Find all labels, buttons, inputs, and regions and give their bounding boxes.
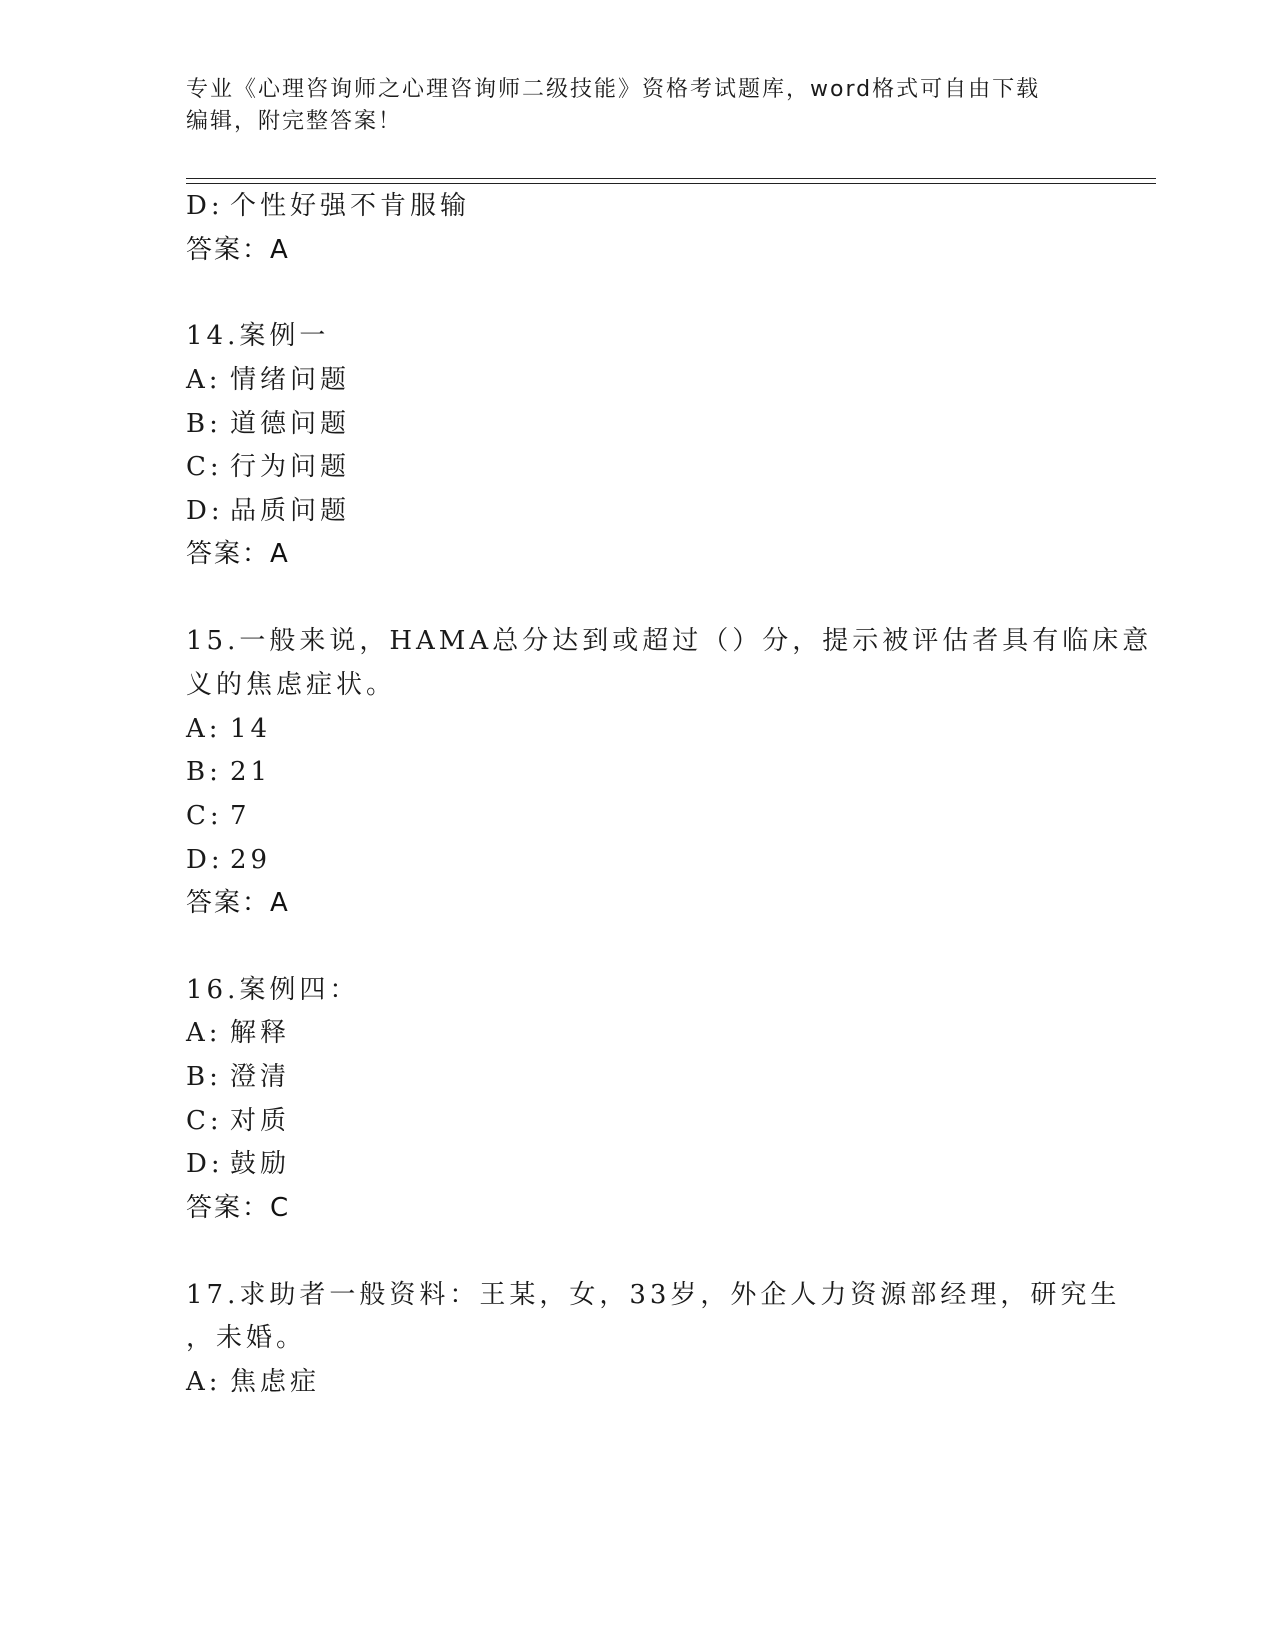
- option-text: 道德问题: [230, 409, 351, 439]
- option-key: D:: [186, 845, 224, 875]
- question-17-title-line-1: 17.求助者一般资料：王某，女，33岁，外企人力资源部经理，研究生: [186, 1280, 1121, 1310]
- fragment-option-d: [186, 190, 470, 222]
- header-line-1: 专业《心理咨询师之心理咨询师二级技能》资格考试题库，word格式可自由下载: [186, 77, 1041, 102]
- option-key: D:: [186, 191, 224, 221]
- option-text: 21: [230, 757, 272, 787]
- header-divider-bottom: [186, 183, 1156, 184]
- question-15-title-line-1: 15.一般来说，HAMA总分达到或超过（）分，提示被评估者具有临床意: [186, 626, 1153, 656]
- option-key: A:: [186, 714, 222, 744]
- option-key: B:: [186, 1062, 222, 1092]
- option-key: B:: [186, 409, 222, 439]
- option-text: 焦虑症: [230, 1367, 321, 1397]
- option-text: 解释: [230, 1018, 291, 1048]
- question-17-option-a: [186, 1366, 320, 1398]
- header-line-2: 编辑，附完整答案！: [186, 109, 403, 134]
- question-16-option-d: [186, 1148, 290, 1180]
- question-15-option-a: [186, 713, 271, 745]
- option-text: 29: [230, 845, 272, 875]
- option-key: A:: [186, 365, 222, 395]
- question-16-option-b: [186, 1061, 290, 1093]
- question-14-title: 14.案例一: [186, 321, 330, 351]
- option-text: 情绪问题: [230, 365, 351, 395]
- question-14-option-d: [186, 495, 350, 527]
- header-divider-top: [186, 178, 1156, 179]
- option-key: A:: [186, 1018, 222, 1048]
- option-text: 澄清: [230, 1062, 291, 1092]
- option-text: 鼓励: [230, 1149, 291, 1179]
- option-key: C:: [186, 1106, 223, 1136]
- question-14-option-b: [186, 408, 350, 440]
- option-text: 7: [230, 801, 251, 831]
- option-key: D:: [186, 1149, 224, 1179]
- question-14-option-a: [186, 364, 350, 396]
- option-text: 品质问题: [230, 496, 351, 526]
- question-14-option-c: [186, 451, 350, 483]
- option-text: 个性好强不肯服输: [230, 191, 471, 221]
- question-14-answer: 答案：A: [186, 539, 290, 569]
- option-text: 对质: [230, 1106, 291, 1136]
- question-16-answer: 答案：C: [186, 1193, 291, 1223]
- question-16-title: 16.案例四：: [186, 975, 360, 1005]
- question-17-title-line-2: ，未婚。: [186, 1323, 307, 1353]
- document-header: [186, 74, 1086, 138]
- option-text: 14: [230, 714, 272, 744]
- question-16-option-a: [186, 1017, 290, 1049]
- fragment-answer: 答案：A: [186, 235, 290, 265]
- option-key: B:: [186, 757, 222, 787]
- option-key: C:: [186, 801, 223, 831]
- option-text: 行为问题: [230, 452, 351, 482]
- question-15-option-c: [186, 800, 251, 832]
- question-15-option-d: [186, 844, 271, 876]
- question-16-option-c: [186, 1105, 290, 1137]
- question-15-option-b: [186, 756, 271, 788]
- option-key: C:: [186, 452, 223, 482]
- question-15-title-line-2: 义的焦虑症状。: [186, 670, 397, 700]
- option-key: D:: [186, 496, 224, 526]
- option-key: A:: [186, 1367, 222, 1397]
- question-15-answer: 答案：A: [186, 888, 290, 918]
